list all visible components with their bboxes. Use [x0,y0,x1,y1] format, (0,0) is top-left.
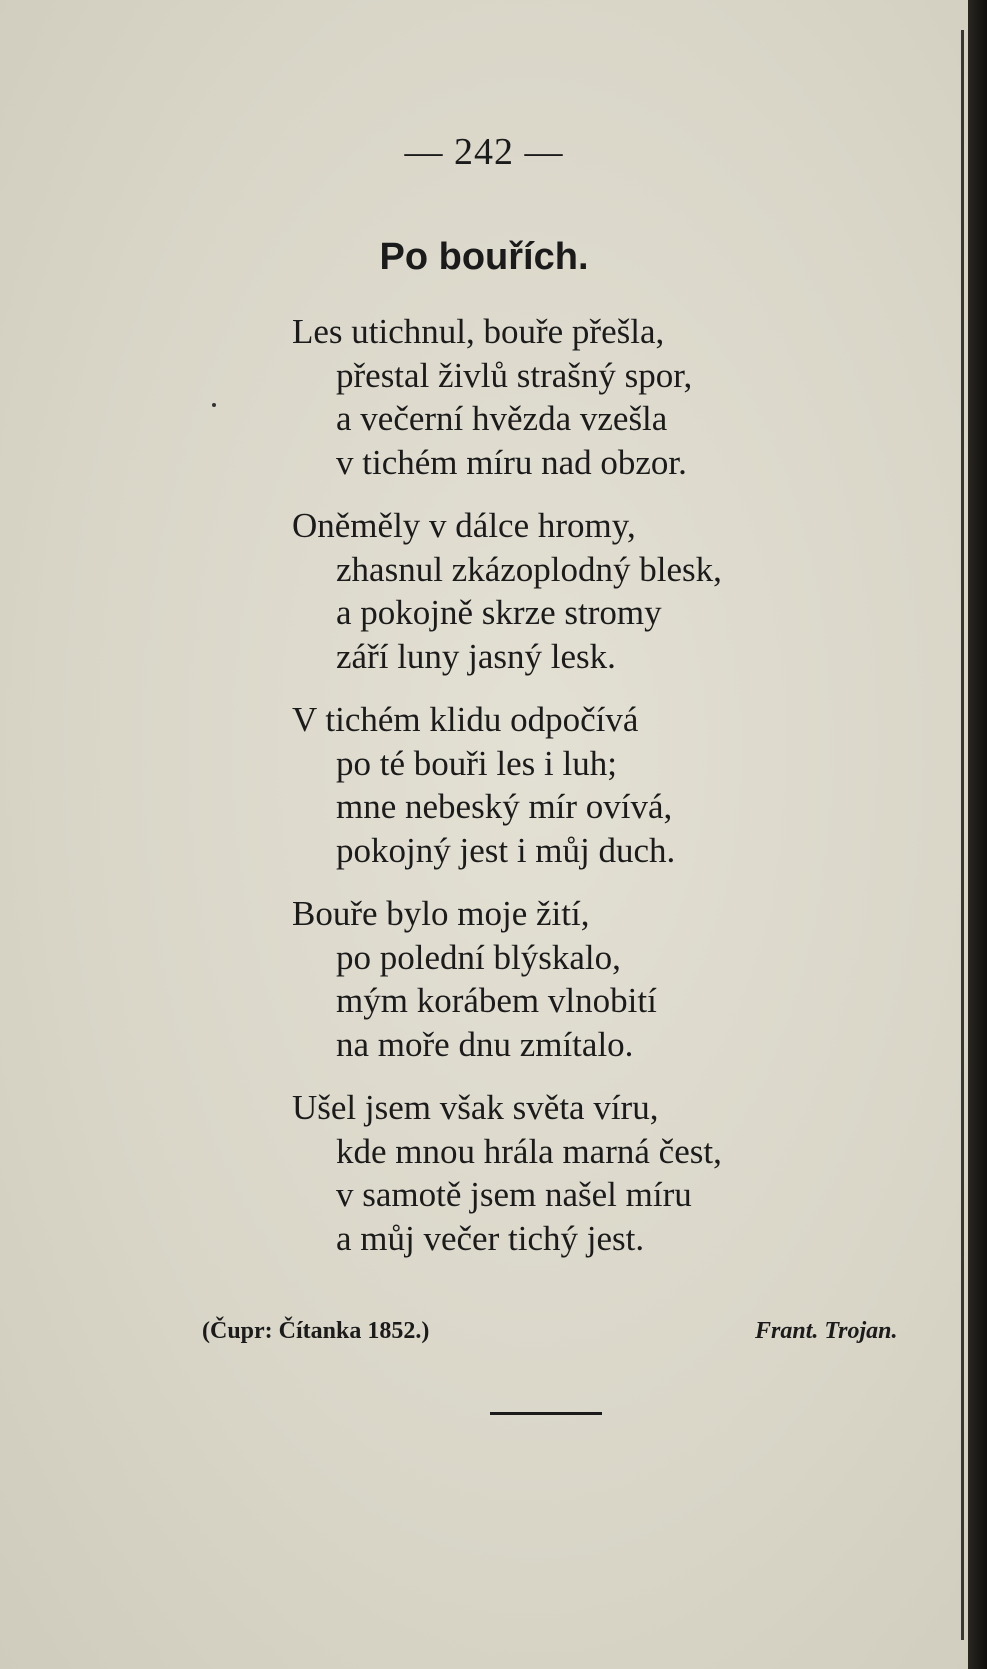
poem-title: Po bouřích. [379,236,589,278]
poem-line: a můj večer tichý jest. [336,1218,645,1258]
poem-line: v tichém míru nad obzor. [336,442,687,482]
poem-line: na moře dnu zmítalo. [336,1024,634,1064]
author-name: Frant. Trojan. [755,1318,898,1344]
poem-line: září luny jasný lesk. [336,636,616,676]
ink-speck [212,403,216,407]
stanza-5 [292,1086,722,1260]
poem-line: a večerní hvězda vzešla [336,399,668,438]
poem-line: po polední blýskalo, [336,937,621,977]
stanza-2 [292,504,722,678]
poem-line: mne nebeský mír ovívá, [336,787,673,826]
book-edge [968,0,987,1669]
poem-line: pokojný jest i můj duch. [336,830,676,870]
source-citation: (Čupr: Čítanka 1852.) [202,1318,430,1344]
poem-line: Les utichnul, bouře přešla, [292,312,665,351]
poem-line: Bouře bylo moje žití, [292,894,590,933]
stanza-1 [292,310,722,484]
poem-line: V tichém klidu odpočívá [292,700,639,739]
poem-line: a pokojně skrze stromy [336,593,662,632]
poem-line: kde mnou hrála marná čest, [336,1131,722,1171]
poem-line: po té bouři les i luh; [336,743,617,783]
poem-line: mým korábem vlnobití [336,981,657,1020]
page-number: — 242 — [404,131,564,173]
stanza-4 [292,892,722,1066]
poem-line: zhasnul zkázoplodný blesk, [336,549,722,589]
poem-line: Ušel jsem však světa víru, [292,1088,659,1127]
stanza-3 [292,698,722,872]
poem-line: v samotě jsem našel míru [336,1175,692,1214]
poem-body [292,310,722,1280]
poem-line: přestal živlů strašný spor, [336,355,693,395]
poem-line: Oněměly v dálce hromy, [292,506,636,545]
end-rule [490,1412,602,1415]
